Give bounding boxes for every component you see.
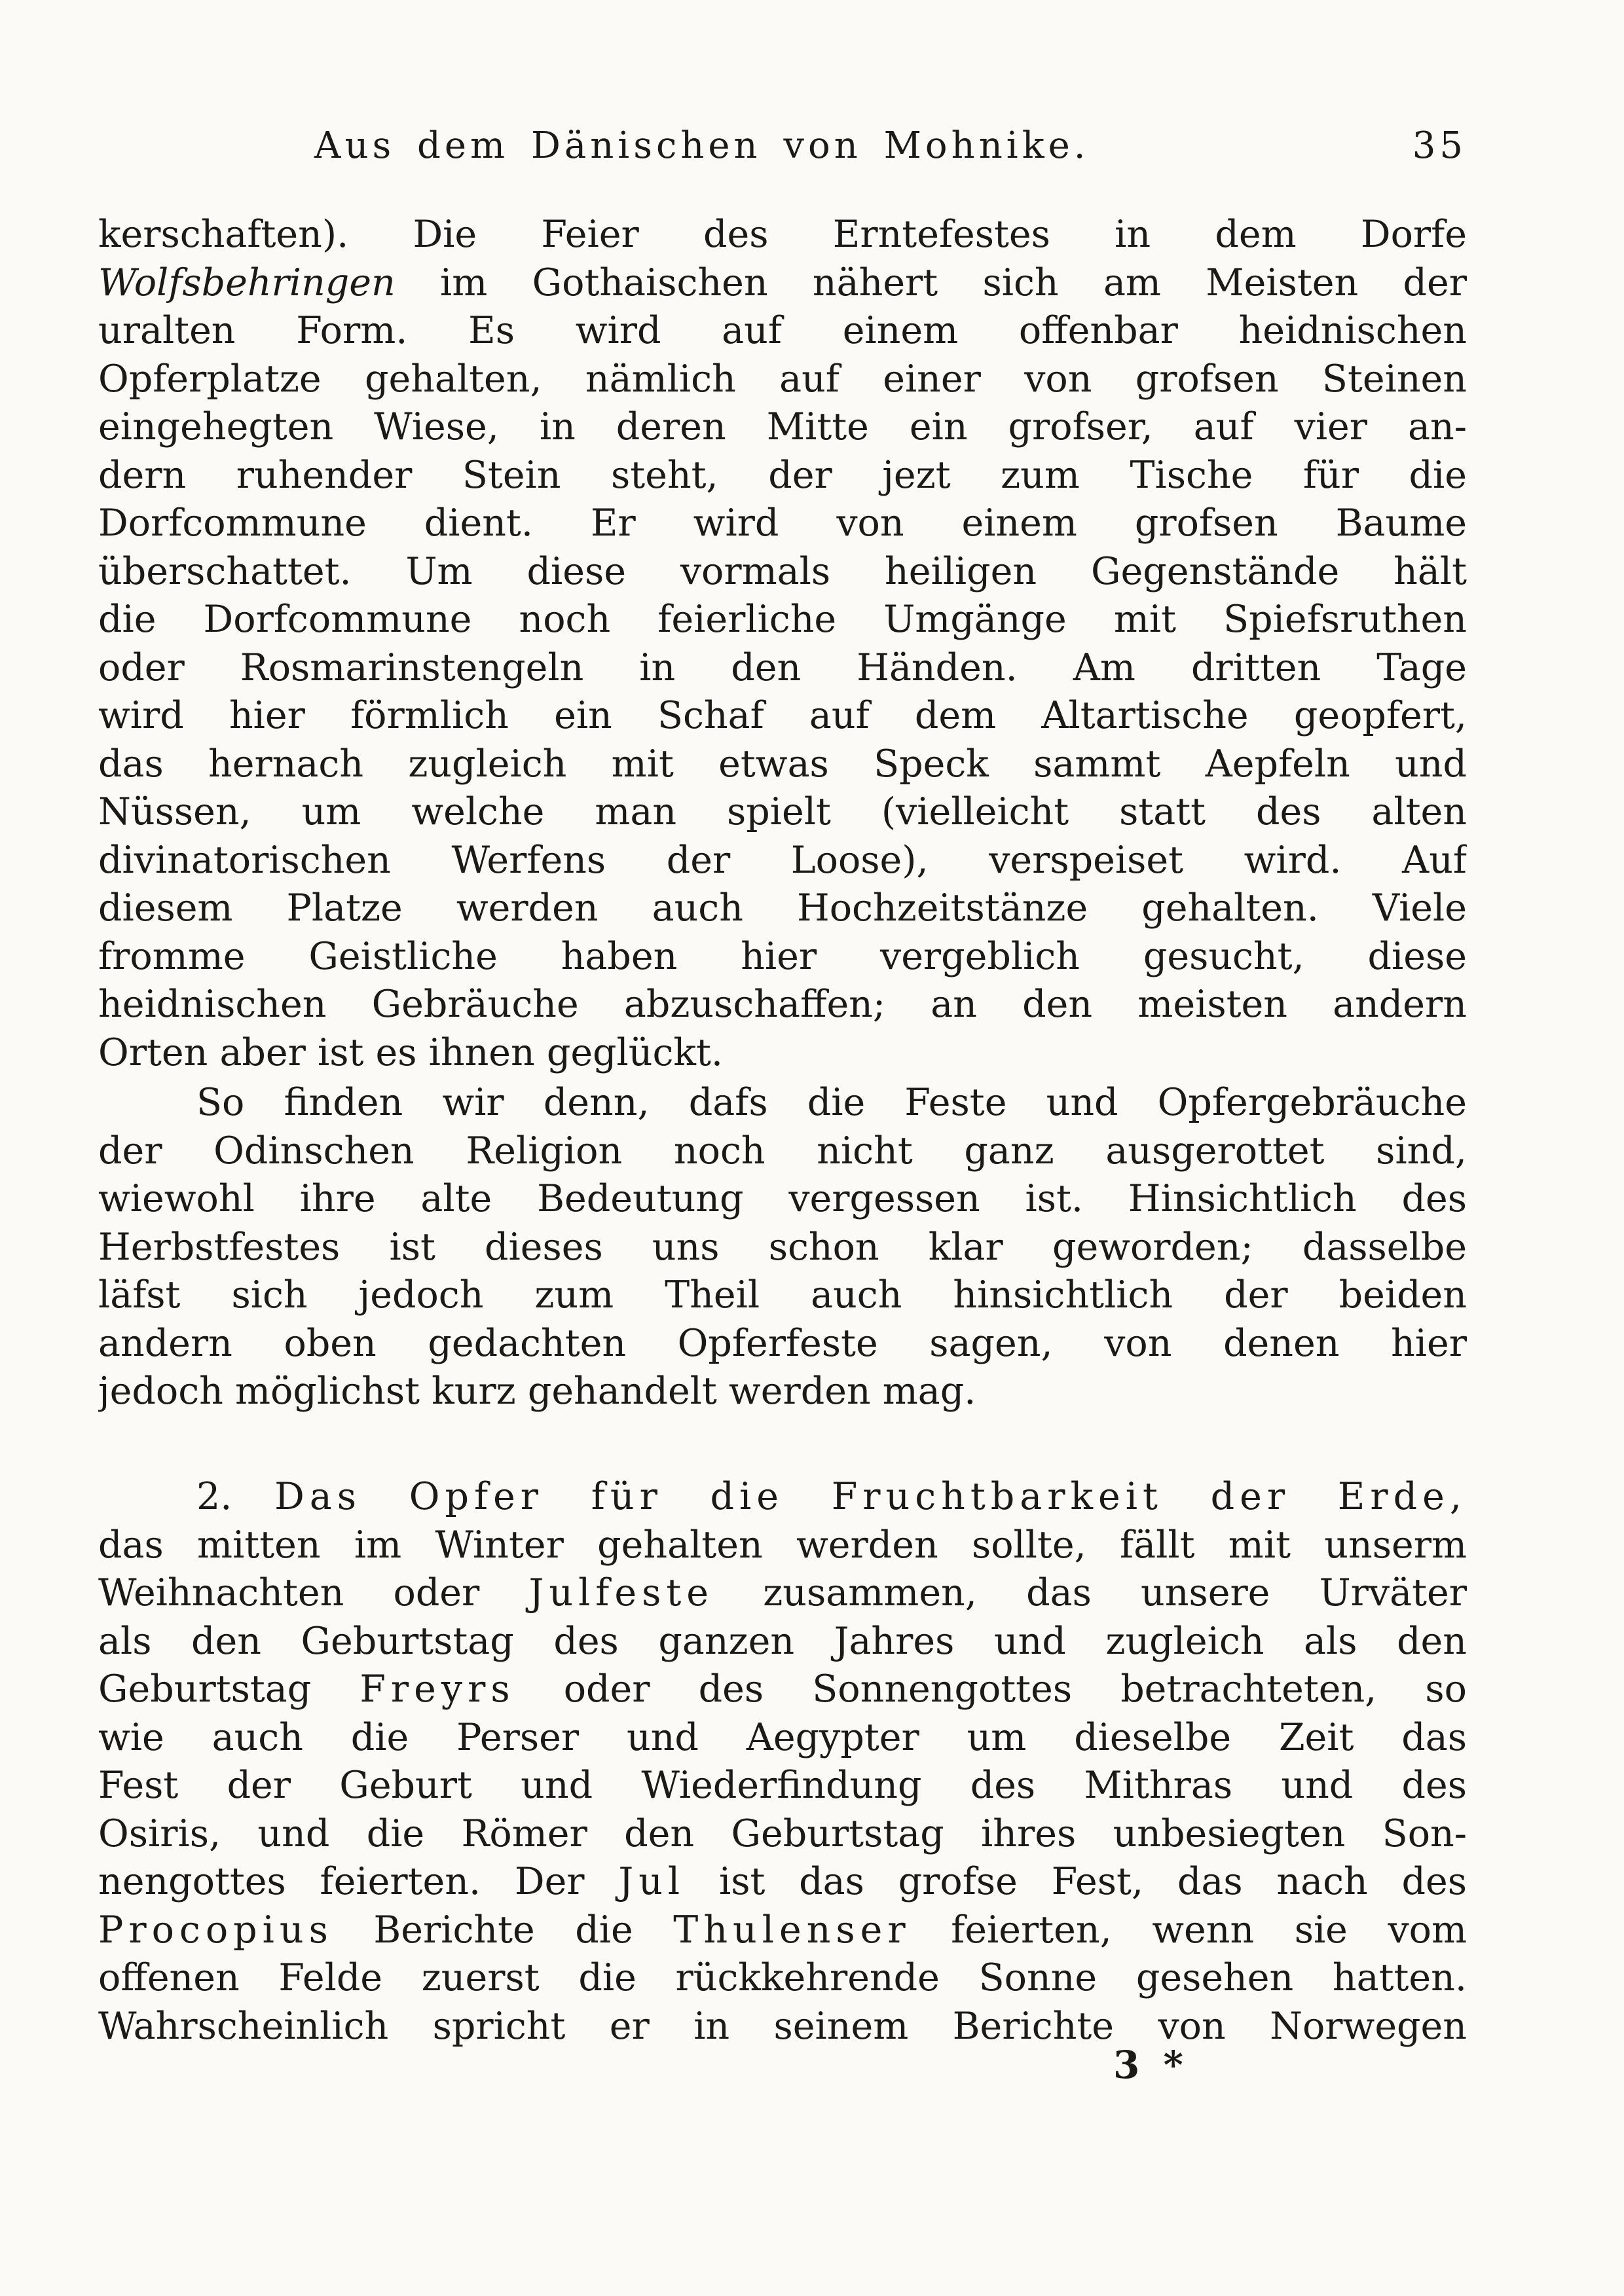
text-line: eingehegten Wiese, in deren Mitte ein grofser, auf vier an- [98,405,1467,448]
text-line: So finden wir denn, dafs die Feste und Opfergebräuche [196,1081,1467,1124]
text-line: oder Rosmarinstengeln in den Händen. Am dritten Tage [98,646,1467,689]
text-fragment: zusammen, das unsere Urväter [763,1571,1467,1614]
running-title: Aus dem Dänischen von Mohnike. [314,124,1090,167]
text-line: wie auch die Perser und Aegypter um dieselbe Zeit das [98,1715,1467,1759]
paragraph-harvest-festival [98,211,1467,1077]
running-header [314,124,1467,183]
emphasis-thulenser: Thulenser [673,1908,911,1952]
text-fragment: oder des Sonnengottes betrachteten, so [563,1667,1467,1711]
text-fragment: feierten, wenn sie vom [951,1908,1467,1952]
text-line: Opferplatze gehalten, nämlich auf einer von grofsen Steinen [98,357,1467,401]
text-line [98,1858,1467,1906]
text-fragment: im Gothaischen nähert sich am Meisten der [440,261,1467,304]
text-fragment: Berichte die [373,1908,633,1952]
text-line: wird hier förmlich ein Schaf auf dem Altartische geopfert, [98,694,1467,737]
emphasis-jul: Jul [618,1860,686,1903]
text-line: Nüssen, um welche man spielt (vielleicht statt des alten [98,790,1467,833]
text-line: diesem Platze werden auch Hochzeitstänze gehalten. Viele [98,886,1467,930]
text-line: fromme Geistliche haben hier vergeblich gesucht, diese [98,934,1467,978]
text-line: die Dorfcommune noch feierliche Umgänge mit Spiefsruthen [98,598,1467,641]
section-heading: Das Opfer für die Fruchtbarkeit der Erde, [274,1475,1467,1518]
text-line: heidnischen Gebräuche abzuschaffen; an den meisten andern [98,983,1467,1026]
emphasis-wolfsbehringen: Wolfsbehringen [98,261,396,304]
item-number: 2. [196,1475,232,1518]
text-line [98,1569,1467,1618]
text-line: läfst sich jedoch zum Theil auch hinsichtlich der beiden [98,1273,1467,1317]
text-line [98,1906,1467,1955]
paragraph-odin-religion [98,1079,1467,1416]
text-line [98,1666,1467,1714]
text-line: das mitten im Winter gehalten werden sollte, fällt mit unserm [98,1523,1467,1567]
emphasis-freyrs: Freyrs [360,1667,515,1711]
text-line [98,1473,1467,1522]
text-line: Orten aber ist es ihnen geglückt. [98,1030,723,1074]
text-line: Herbstfestes ist dieses uns schon klar geworden; dasselbe [98,1225,1467,1269]
page-number: 35 [1412,124,1467,167]
text-line: Dorfcommune dient. Er wird von einem grofsen Baume [98,501,1467,545]
text-line: andern oben gedachten Opferfeste sagen, von denen hier [98,1321,1467,1365]
signature-mark: 3 * [1113,2043,1189,2087]
emphasis-julfeste: Julfeste [528,1571,714,1614]
text-fragment: Weihnachten oder [98,1571,480,1614]
text-line: Fest der Geburt und Wiederfindung des Mithras und des [98,1764,1467,1807]
text-fragment: nengottes feierten. Der [98,1860,585,1903]
text-line: als den Geburtstag des ganzen Jahres und zugleich als den [98,1619,1467,1663]
text-line: der Odinschen Religion noch nicht ganz ausgerottet sind, [98,1129,1467,1173]
text-line: kerschaften). Die Feier des Erntefestes in dem Dorfe [98,213,1467,256]
text-line: überschattet. Um diese vormals heiligen Gegenstände hält [98,549,1467,593]
text-line: dern ruhender Stein steht, der jezt zum Tische für die [98,453,1467,497]
paragraph-fertility-sacrifice [98,1473,1467,2050]
text-line: uralten Form. Es wird auf einem offenbar heidnischen [98,309,1467,352]
text-line: Wahrscheinlich spricht er in seinem Berichte von Norwegen [98,2004,1467,2048]
text-line: offenen Felde zuerst die rückkehrende Sonne gesehen hatten. [98,1956,1467,1999]
text-line: das hernach zugleich mit etwas Speck sammt Aepfeln und [98,742,1467,786]
emphasis-procopius: Procopius [98,1908,333,1952]
text-line [98,259,1467,308]
text-line: Osiris, und die Römer den Geburtstag ihres unbesiegten Son- [98,1812,1467,1855]
text-line: jedoch möglichst kurz gehandelt werden mag. [98,1370,976,1413]
text-fragment: ist das grofse Fest, das nach des [718,1860,1467,1903]
text-fragment: Geburtstag [98,1667,312,1711]
text-line: divinatorischen Werfens der Loose), verspeiset wird. Auf [98,838,1467,882]
text-line: wiewohl ihre alte Bedeutung vergessen ist. Hinsichtlich des [98,1177,1467,1220]
